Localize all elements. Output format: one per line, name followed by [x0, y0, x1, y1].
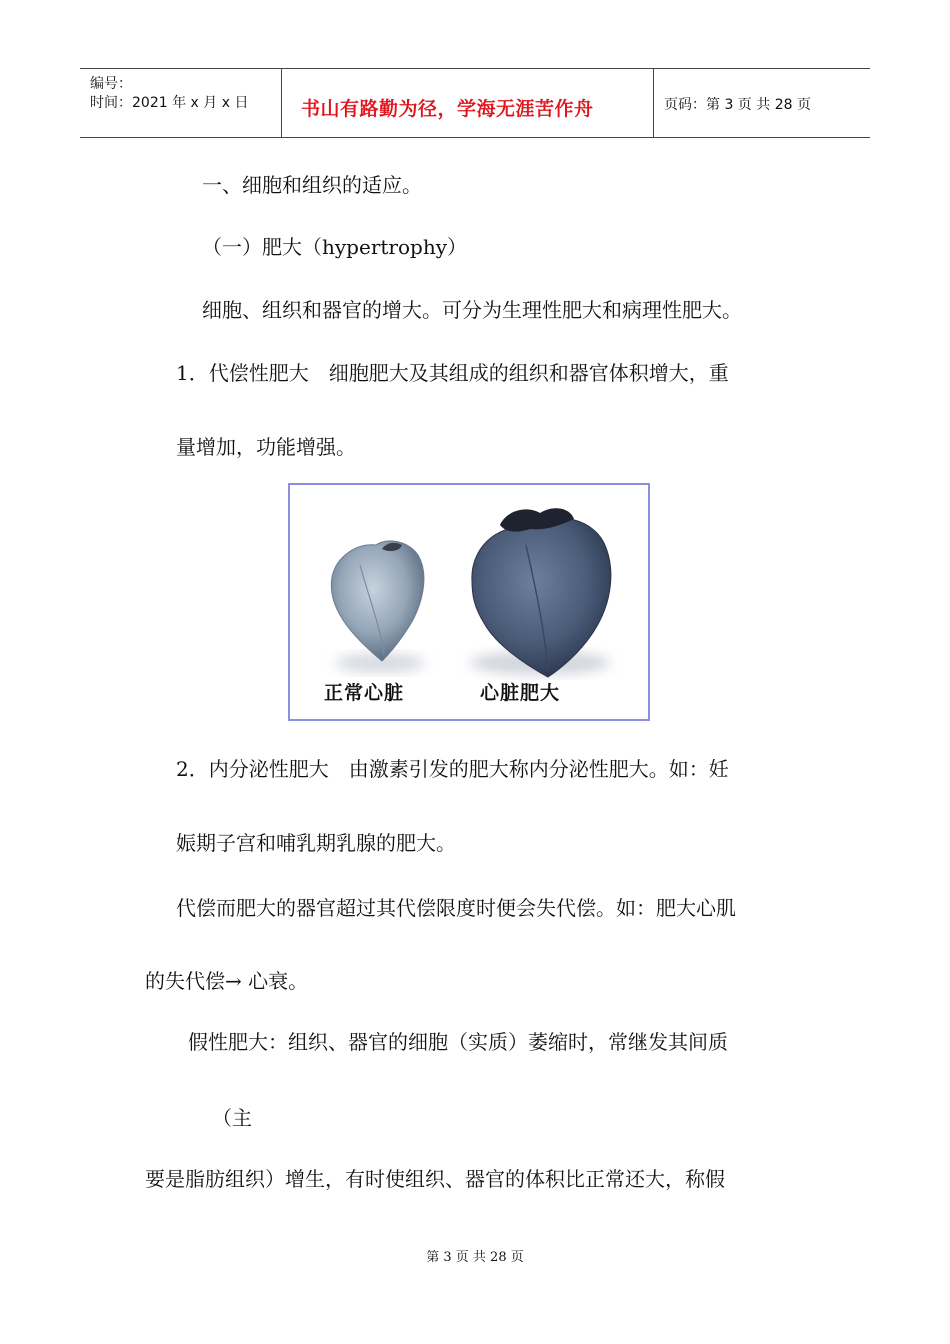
list-item-1-line-1: 1．代偿性肥大 细胞肥大及其组成的组织和器官体积增大，重	[176, 361, 729, 385]
subsection-heading: （一）肥大（hypertrophy）	[202, 235, 467, 259]
list-item-1-line-2: 量增加，功能增强。	[176, 435, 356, 459]
header-page-cell	[654, 69, 870, 137]
motto-text: 书山有路勤为径，学海无涯苦作舟	[301, 98, 594, 120]
paragraph-3-line-3: 要是脂肪组织）增生，有时使组织、器官的体积比正常还大，称假	[145, 1167, 725, 1191]
paragraph-2-line-1: 代偿而肥大的器官超过其代偿限度时便会失代偿。如：肥大心肌	[176, 896, 736, 920]
header-left-cell	[80, 69, 282, 137]
paragraph: 细胞、组织和器官的增大。可分为生理性肥大和病理性肥大。	[202, 298, 742, 322]
normal-heart-shape	[331, 541, 424, 661]
list-item-2-line-1: 2．内分泌性肥大 由激素引发的肥大称内分泌性肥大。如：妊	[176, 757, 729, 781]
document-number-label: 编号：	[90, 76, 132, 92]
date-label: 时间：2021 年 x 月 x 日	[90, 95, 249, 111]
section-heading: 一、细胞和组织的适应。	[202, 173, 422, 197]
header-motto-cell	[281, 69, 654, 137]
page-info: 页码：第 3 页 共 28 页	[664, 97, 811, 113]
list-item-2-line-2: 娠期子宫和哺乳期乳腺的肥大。	[176, 831, 456, 855]
paragraph-2-line-2: 的失代偿→ 心衰。	[145, 969, 309, 993]
paragraph-3-line-1: 假性肥大：组织、器官的细胞（实质）萎缩时，常继发其间质	[188, 1030, 728, 1054]
page-footer: 第 3 页 共 28 页	[426, 1250, 524, 1265]
paragraph-3-line-2: （主	[212, 1106, 252, 1130]
page-header	[80, 68, 870, 138]
enlarged-heart-shape	[472, 518, 611, 677]
enlarged-heart-label: 心脏肥大	[480, 682, 561, 704]
normal-heart-label: 正常心脏	[324, 682, 405, 704]
heart-comparison-figure	[288, 483, 650, 721]
